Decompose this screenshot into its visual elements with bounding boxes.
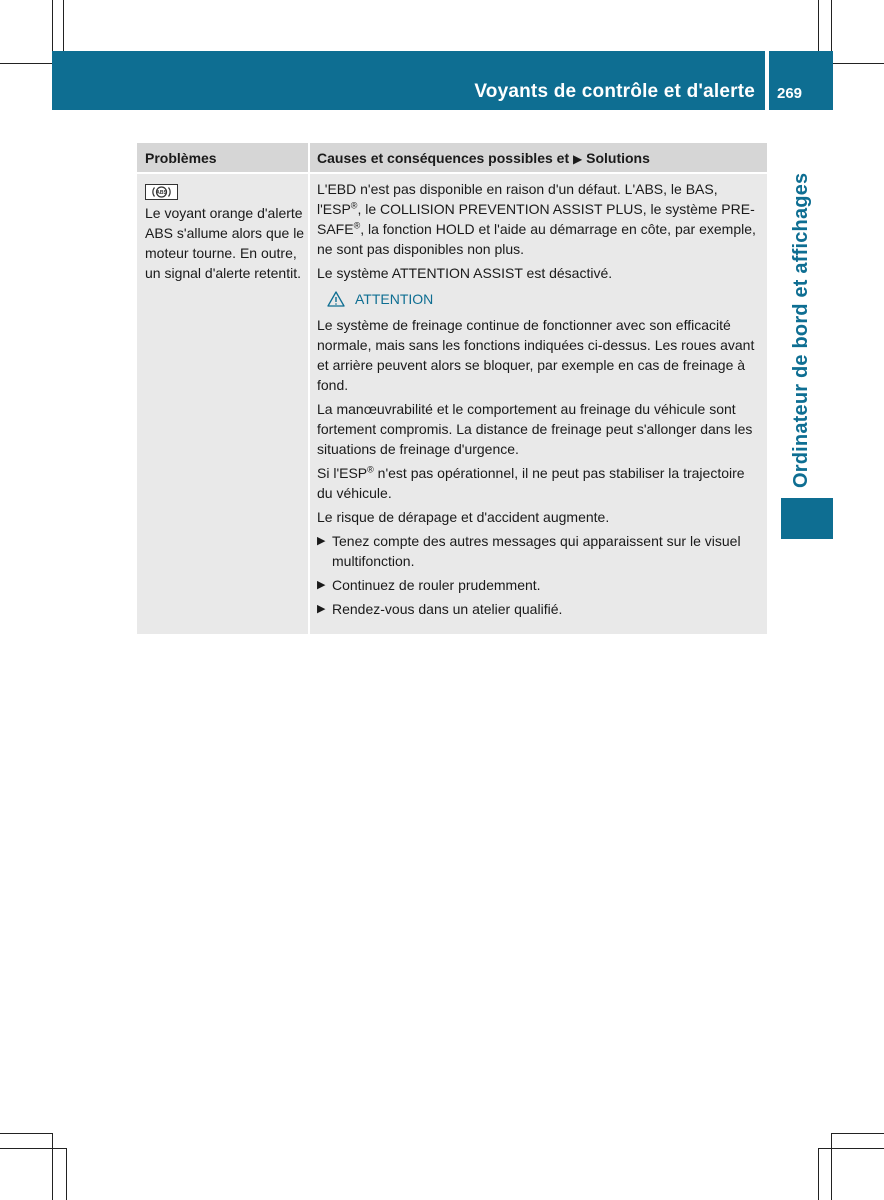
- column-header-causes-label: Causes et conséquences possibles et: [317, 150, 570, 166]
- registered-mark: ®: [350, 200, 358, 211]
- cause-text: , le COLLISION PREVENTION ASSIST PLUS, le système PRE-SAFE: [317, 201, 755, 237]
- registered-mark: ®: [367, 464, 374, 475]
- bullet-arrow-icon: ▶: [317, 603, 326, 615]
- action-item: [317, 599, 763, 619]
- crop-mark: [831, 1133, 832, 1200]
- action-item: [317, 531, 763, 571]
- crop-mark: [818, 1148, 884, 1149]
- column-divider: [308, 143, 310, 634]
- warning-triangle-icon: [327, 291, 345, 307]
- crop-mark: [0, 1133, 52, 1134]
- crop-mark: [0, 1148, 66, 1149]
- warning-paragraph: [317, 463, 763, 503]
- crop-mark: [831, 0, 832, 52]
- crop-mark: [832, 1133, 884, 1134]
- warning-text: n'est pas opérationnel, il ne peut pas stabiliser la trajectoire du véhicule.: [317, 465, 745, 501]
- abs-warning-lamp-icon: [145, 184, 178, 200]
- causes-solutions-cell: [317, 179, 763, 623]
- table-header-row: [137, 143, 767, 172]
- crop-mark: [63, 0, 64, 52]
- column-header-problems: Problèmes: [145, 150, 217, 166]
- bullet-arrow-icon: ▶: [317, 535, 326, 547]
- crop-mark: [0, 63, 52, 64]
- action-text: Continuez de rouler prudemment.: [332, 577, 541, 593]
- cause-text: , la fonction HOLD et l'aide au démarrage en côte, par exemple, ne sont pas disponibles non plus.: [317, 221, 756, 257]
- warning-heading: [327, 289, 763, 309]
- warning-paragraph: La manœuvrabilité et le comportement au freinage du véhicule sont fortement compromis. La distance de freinage peut s'allonger dans les situations de freinage d'urgence.: [317, 401, 753, 457]
- warning-text: Si l'ESP: [317, 465, 368, 481]
- crop-mark: [66, 1148, 67, 1200]
- svg-text:ABS: ABS: [156, 190, 167, 196]
- action-text: Rendez-vous dans un atelier qualifié.: [332, 601, 563, 617]
- cause-paragraph-2: Le système ATTENTION ASSIST est désactivé.: [317, 265, 613, 281]
- action-text: Tenez compte des autres messages qui apparaissent sur le visuel multifonction.: [332, 533, 741, 569]
- warning-paragraph: Le risque de dérapage et d'accident augmente.: [317, 509, 610, 525]
- column-header-solutions-label: Solutions: [586, 150, 650, 166]
- action-item: [317, 575, 763, 595]
- warning-paragraph: Le système de freinage continue de fonctionner avec son efficacité normale, mais sans les fonctions indiquées ci-dessus. Les roues avant et arrière peuvent alors se bloquer, par exemple en cas de freinage à fond.: [317, 317, 755, 393]
- registered-mark: ®: [353, 220, 361, 231]
- bullet-arrow-icon: ▶: [317, 579, 326, 591]
- chapter-side-title: Ordinateur de bord et affichages: [790, 172, 812, 488]
- cause-text: L'EBD n'est pas disponible en raison d'un défaut. L'ABS, le BAS, l'ESP: [317, 181, 718, 217]
- page-title: Voyants de contrôle et d'alerte: [474, 81, 755, 102]
- chapter-tab-marker: [781, 498, 833, 539]
- crop-mark: [52, 1133, 53, 1200]
- header-bar: [52, 51, 765, 110]
- crop-mark: [832, 63, 884, 64]
- page-number: 269: [777, 85, 803, 102]
- crop-mark: [818, 0, 819, 52]
- problem-description: Le voyant orange d'alerte ABS s'allume alors que le moteur tourne. En outre, un signal d'alerte retentit.: [145, 205, 305, 281]
- page-number-box: [769, 51, 833, 110]
- crop-mark: [52, 0, 53, 52]
- warning-label: ATTENTION: [355, 291, 434, 307]
- cause-paragraph: [317, 179, 763, 259]
- crop-mark: [818, 1148, 819, 1200]
- row-divider: [137, 172, 767, 174]
- warning-table: [137, 143, 767, 634]
- play-arrow-icon: ▶: [573, 152, 583, 166]
- column-header-causes: [317, 150, 650, 166]
